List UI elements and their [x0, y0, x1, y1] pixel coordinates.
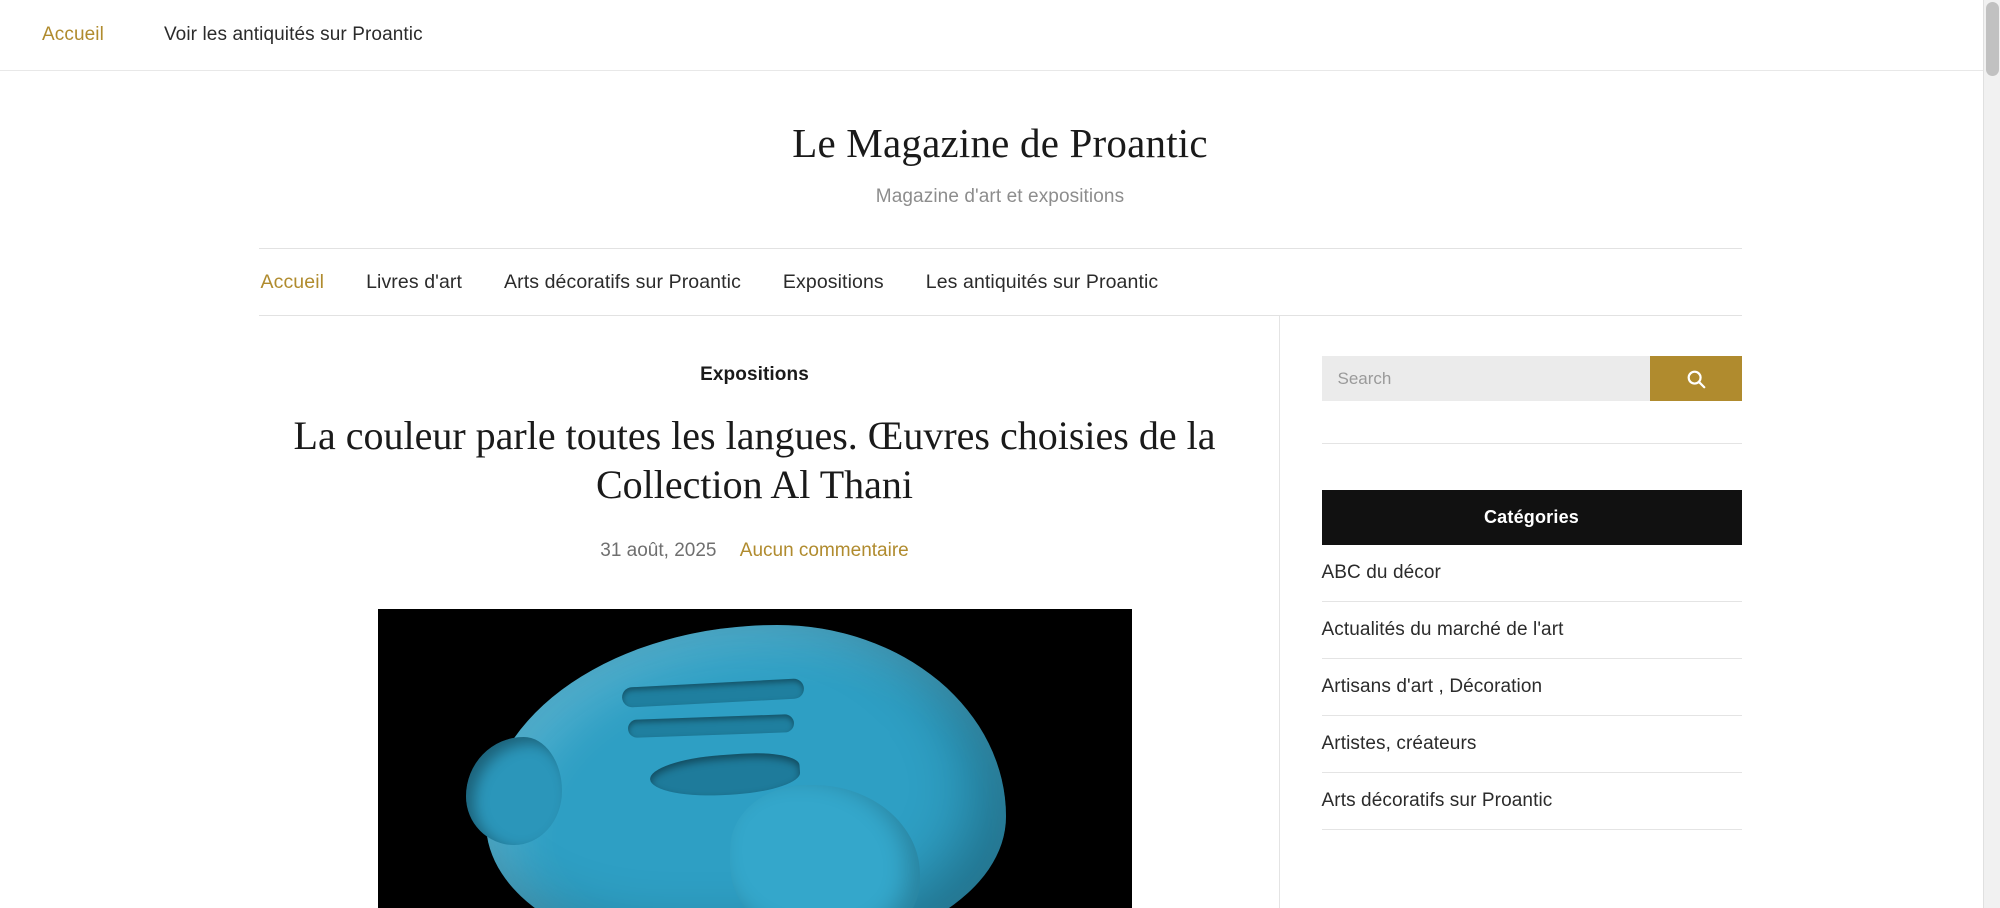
top-utility-bar: [0, 0, 2000, 71]
primary-nav: [259, 249, 1742, 315]
nav-item-arts-decoratifs[interactable]: Arts décoratifs sur Proantic: [504, 270, 741, 293]
search-input[interactable]: [1322, 356, 1650, 401]
search-button[interactable]: [1650, 356, 1742, 401]
primary-nav-wrapper: [259, 248, 1742, 316]
site-tagline: Magazine d'art et expositions: [875, 186, 1125, 207]
categories-list: [1322, 545, 1742, 830]
page-body: [0, 71, 2000, 908]
article-meta: [259, 540, 1251, 562]
article-category[interactable]: Expositions: [700, 364, 809, 385]
category-link-actualites-marche-art[interactable]: Actualités du marché de l'art: [1321, 619, 1564, 640]
topbar-antiquities-link[interactable]: Voir les antiquités sur Proantic: [163, 24, 423, 45]
categories-header: Catégories: [1322, 490, 1742, 545]
nav-item-expositions[interactable]: Expositions: [782, 270, 884, 293]
article-title[interactable]: La couleur parle toutes les langues. Œuvres choisies de la Collection Al Thani: [293, 413, 1216, 507]
article-date: 31 août, 2025: [600, 539, 717, 561]
article-comments-link[interactable]: Aucun commentaire: [739, 539, 909, 561]
sidebar-divider: [1322, 443, 1742, 444]
category-link-arts-decoratifs-proantic[interactable]: Arts décoratifs sur Proantic: [1321, 790, 1553, 811]
nav-item-antiquites[interactable]: Les antiquités sur Proantic: [925, 270, 1159, 293]
list-item[interactable]: [1322, 773, 1742, 830]
site-title[interactable]: Le Magazine de Proantic: [792, 120, 1208, 166]
list-item[interactable]: [1322, 602, 1742, 659]
category-link-abc-du-decor[interactable]: ABC du décor: [1321, 562, 1441, 583]
category-link-artisans-dart-decoration[interactable]: Artisans d'art , Décoration: [1321, 676, 1543, 697]
sidebar: [1279, 316, 1742, 908]
page-scrollbar[interactable]: [1983, 0, 2000, 908]
nav-item-accueil[interactable]: Accueil: [260, 270, 325, 293]
scrollbar-thumb[interactable]: [1986, 2, 1999, 76]
topbar-home-link[interactable]: Accueil: [42, 24, 104, 45]
list-item[interactable]: [1322, 716, 1742, 773]
nav-item-livres-dart[interactable]: Livres d'art: [366, 270, 463, 293]
content-columns: [259, 316, 1742, 908]
sculpture-ear-shape: [466, 737, 562, 845]
list-item[interactable]: [1322, 659, 1742, 716]
search-widget: [1322, 356, 1742, 401]
main-column: [259, 316, 1279, 908]
category-link-artistes-createurs[interactable]: Artistes, créateurs: [1321, 733, 1477, 754]
article-featured-image[interactable]: [378, 609, 1132, 908]
search-icon: [1685, 368, 1707, 390]
list-item[interactable]: [1322, 545, 1742, 602]
site-header: [0, 71, 2000, 208]
